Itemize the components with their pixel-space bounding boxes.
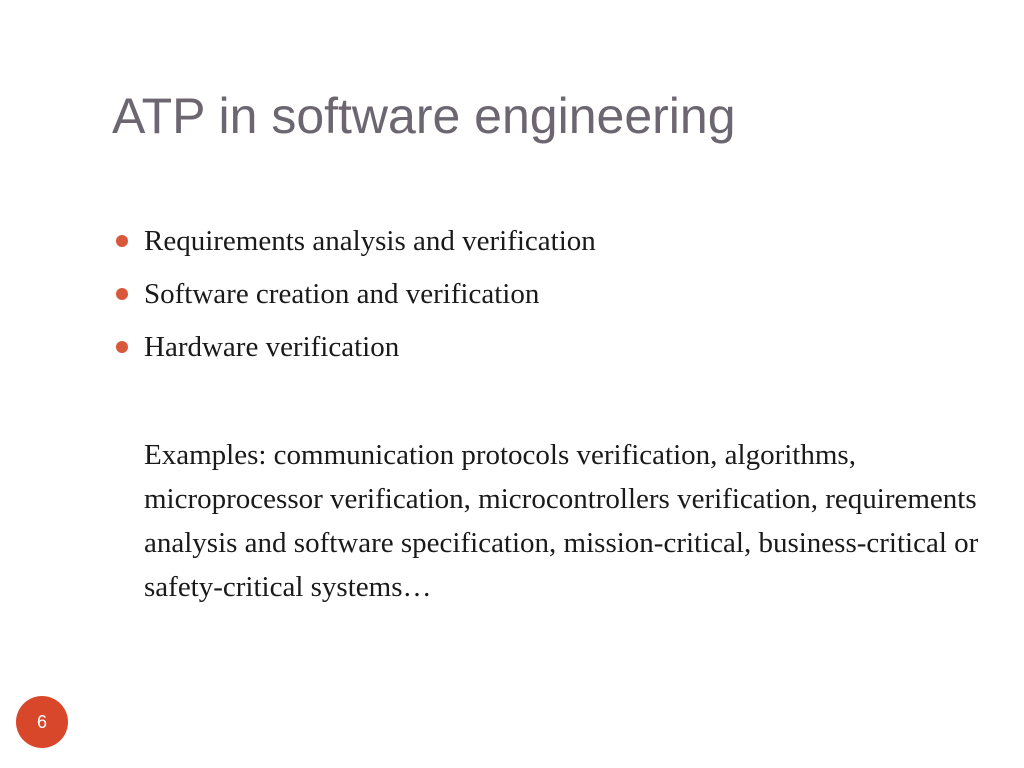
bullet-text: Hardware verification [144,331,400,363]
slide-title: ATP in software engineering [112,88,736,144]
bullet-text: Software creation and verification [144,278,540,310]
examples-paragraph: Examples: communication protocols verification, algorithms, microprocessor verification, microcontrollers verification, requirements analysis and software specification, mission-critical, business-critical or safety-critical systems… [144,439,979,603]
bullet-dot-icon [116,341,128,353]
bullet-dot-icon [116,288,128,300]
bullet-item [112,275,596,328]
bullet-item [112,222,596,275]
bullet-item [112,328,596,381]
page-number-badge: 6 [16,696,68,748]
bullet-dot-icon [116,235,128,247]
bullet-list [112,222,596,381]
bullet-text: Requirements analysis and verification [144,225,596,257]
